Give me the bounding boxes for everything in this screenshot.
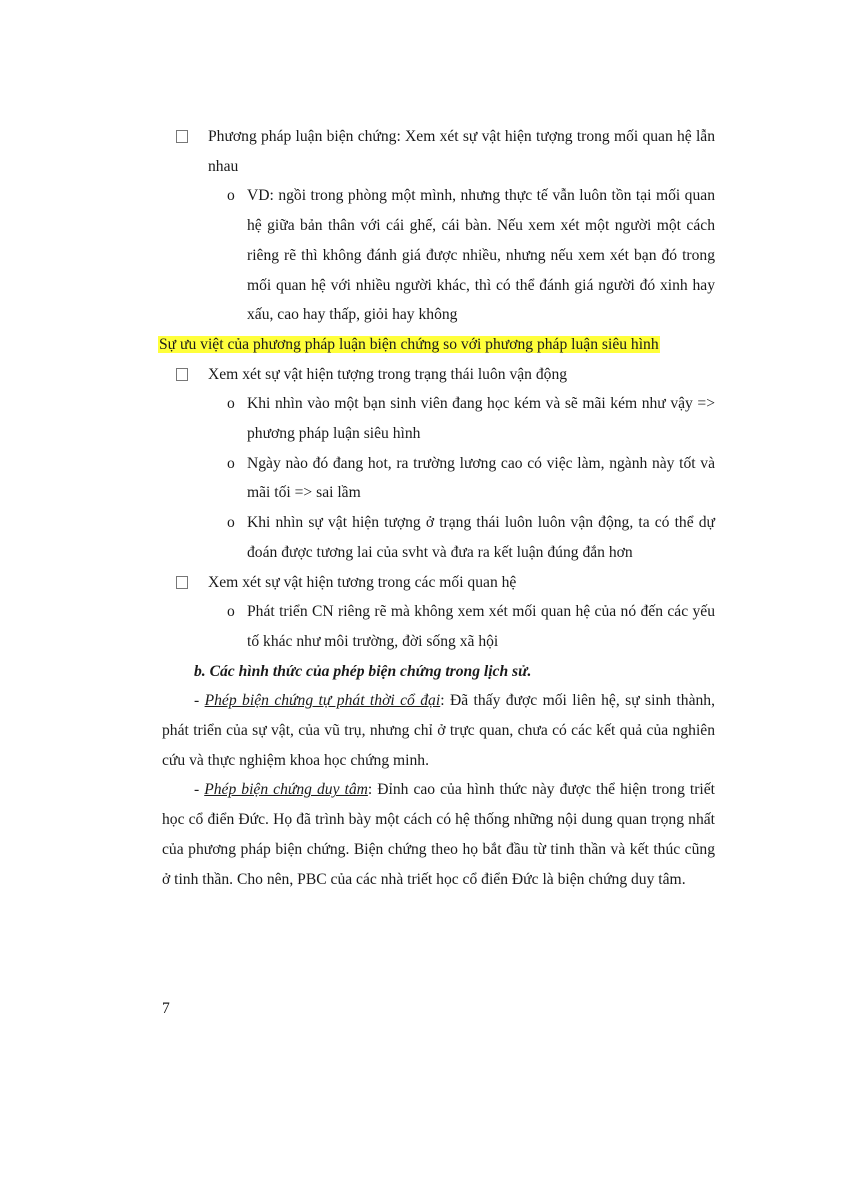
sub-bullet-marker: o: [227, 187, 235, 205]
bullet-motion: [176, 360, 715, 390]
square-bullet-icon: [176, 368, 188, 381]
paragraph-idealist-dialectics: [162, 775, 715, 894]
paragraph-dash: -: [194, 781, 205, 799]
paragraph-body: : Đã thấy được mối liên hệ, sự sinh thành, phát triển của sự vật, của vũ trụ, nhưng chỉ ở trực quan, chưa có các kết quả của nghiên cứu và thực nghiệm khoa học chứng minh.: [162, 692, 716, 769]
paragraph-ancient-dialectics: [162, 686, 715, 775]
paragraph-dash: -: [194, 692, 205, 710]
sub-bullet-text: VD: ngồi trong phòng một mình, nhưng thực tế vẫn luôn tồn tại mối quan hệ giữa bản thân với cái ghế, cái bàn. Nếu xem xét một người một cách riêng rẽ thì không đánh giá được nhiều, nhưng nếu xem xét bạn đó trong mối quan hệ với nhiều người khác, thì có thể đánh giá người đó xinh hay xấu, cao hay thấp, giỏi hay không: [247, 187, 715, 324]
sub-bullet-marker: o: [227, 603, 235, 621]
highlighted-heading-row: [158, 330, 715, 360]
sub-bullet-student: [227, 389, 715, 448]
sub-bullet-marker: o: [227, 514, 235, 532]
sub-bullet-marker: o: [227, 454, 235, 472]
sub-bullet-text: Ngày nào đó đang hot, ra trường lương cao có việc làm, ngành này tốt và mãi tối => sai lầm: [247, 454, 715, 502]
bullet-dialectical-method: [176, 122, 715, 181]
paragraph-body: : Đỉnh cao của hình thức này được thể hiện trong triết học cổ điển Đức. Họ đã trình bày một cách có hệ thống những nội dung quan trọng nhất của phương pháp biện chứng. Biện chứng theo họ bắt đầu từ tinh thần và kết thúc cũng ở tinh thần. Cho nên, PBC của các nhà triết học cổ điển Đức là biện chứng duy tâm.: [162, 781, 715, 888]
page-content: [159, 122, 716, 894]
sub-bullet-technology: [227, 597, 715, 656]
square-bullet-icon: [176, 576, 188, 589]
bullet-text: Xem xét sự vật hiện tượng trong trạng thái luôn vận động: [208, 365, 568, 383]
sub-bullet-marker: o: [227, 395, 235, 413]
sub-bullet-text: Phát triển CN riêng rẽ mà không xem xét mối quan hệ của nó đến các yếu tố khác như môi trường, đời sống xã hội: [247, 603, 715, 650]
section-heading: b. Các hình thức của phép biện chứng trong lịch sử.: [194, 662, 532, 680]
square-bullet-icon: [176, 130, 188, 143]
sub-bullet-hot-field: [227, 449, 715, 508]
bullet-relations: [176, 568, 715, 598]
sub-bullet-always-moving: [227, 508, 715, 567]
page-number: 7: [162, 1000, 170, 1017]
bullet-text: Phương pháp luận biện chứng: Xem xét sự vật hiện tượng trong mối quan hệ lẫn nhau: [208, 128, 715, 175]
sub-bullet-text: Khi nhìn sự vật hiện tượng ở trạng thái luôn luôn vận động, ta có thể dự đoán được tương lai của svht và đưa ra kết luận đúng đắn hơn: [247, 514, 715, 561]
bullet-text: Xem xét sự vật hiện tương trong các mối quan hệ: [208, 573, 517, 591]
sub-bullet-example: [227, 181, 715, 330]
paragraph-term: Phép biện chứng duy tâm: [204, 781, 368, 799]
sub-bullet-text: Khi nhìn vào một bạn sinh viên đang học kém và sẽ mãi kém như vậy => phương pháp luận siêu hình: [247, 395, 715, 443]
highlighted-heading: Sự ưu việt của phương pháp luận biện chứng so với phương pháp luận siêu hình: [159, 335, 659, 353]
paragraph-term: Phép biện chứng tự phát thời cổ đại: [204, 692, 441, 710]
